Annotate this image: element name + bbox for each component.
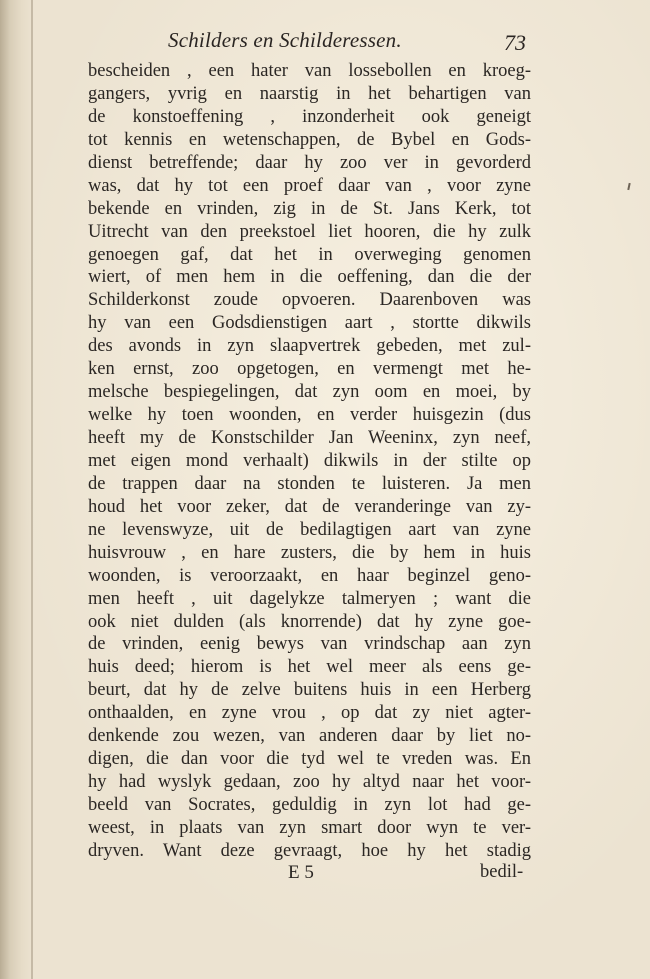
text-line: ne levenswyze, uit de bedilagtigen aart van zyne (88, 519, 531, 540)
page-number: 73 (504, 30, 526, 55)
text-line: bescheiden , een hater van lossebollen en kroeg- (88, 61, 531, 81)
text-line: hy had wyslyk gedaan, zoo hy altyd naar het voor- (88, 772, 531, 793)
text-line: Uitrecht van den preekstoel liet hooren, die hy zulk (88, 221, 531, 242)
text-line: woonden, is veroorzaakt, en haar beginzel geno- (88, 565, 531, 586)
text-line: Schilderkonst zoude opvoeren. Daarenboven was (88, 290, 531, 311)
text-line: beurt, dat hy de zelve buitens huis in een Herberg (88, 680, 531, 701)
text-line: dienst betreffende; daar hy zoo ver in gevorderd (88, 152, 531, 173)
text-line: des avonds in zyn slaapvertrek gebeden, met zul- (88, 336, 531, 357)
text-line: welke hy toen woonden, en verder huisgezin (dus (88, 405, 531, 426)
margin-speck (627, 183, 630, 190)
text-line: digen, die dan voor die tyd wel te vreden was. En (88, 749, 531, 770)
text-line: de trappen daar na stonden te luisteren. Ja men (88, 473, 531, 494)
text-line: huis deed; hierom is het wel meer als eens ge- (88, 657, 531, 678)
text-line: ken ernst, zoo opgetogen, en vermengt met he- (88, 359, 531, 380)
running-head: Schilders en Schilderessen. (168, 28, 402, 52)
text-line: onthaalden, en zyne vrou , op dat zy niet agter- (88, 703, 531, 724)
text-line: wiert, of men hem in die oeffening, dan die der (88, 267, 531, 288)
text-line: de konstoeffening , inzonderheit ook geneigt (88, 106, 531, 127)
text-line: heeft my de Konstschilder Jan Weeninx, zyn neef, (88, 428, 531, 448)
text-line: tot kennis en wetenschappen, de Bybel en Gods- (88, 129, 531, 150)
text-line: melsche bespiegelingen, dat zyn oom en moei, by (88, 382, 531, 403)
text-line: hy van een Godsdienstigen aart , stortte dikwils (88, 313, 531, 334)
text-line: beeld van Socrates, geduldig in zyn lot had ge- (88, 795, 531, 815)
catchword: bedil- (480, 862, 524, 882)
text-line: de vrinden, eenig bewys van vrindschap aan zyn (88, 634, 531, 655)
text-line: was, dat hy tot een proef daar van , voor zyne (88, 175, 531, 196)
text-line: genoegen gaf, dat het in overweging genomen (88, 244, 531, 265)
text-line: bekende en vrinden, zig in de St. Jans Kerk, tot (88, 198, 531, 219)
text-line: gangers, yvrig en naarstig in het behartigen van (88, 83, 531, 104)
text-line: houd het voor zeker, dat de veranderinge van zy- (88, 496, 531, 517)
body-text (88, 60, 531, 863)
gutter-edge (31, 0, 33, 979)
signature-mark: E 5 (288, 862, 314, 883)
text-line: dryven. Want deze gevraagt, hoe hy het stadig (88, 840, 531, 861)
spine-shadow (0, 0, 34, 979)
text-line: met eigen mond verhaalt) dikwils in der stilte op (88, 450, 531, 471)
text-line: men heeft , uit dagelykze talmeryen ; want die (88, 588, 531, 609)
text-line: huisvrouw , en hare zusters, die by hem in huis (88, 542, 531, 563)
text-line: ook niet dulden (als knorrende) dat hy zyne goe- (88, 611, 531, 632)
text-line: weest, in plaats van zyn smart door wyn te ver- (88, 817, 531, 838)
text-line: denkende zou wezen, van anderen daar by liet no- (88, 726, 531, 747)
